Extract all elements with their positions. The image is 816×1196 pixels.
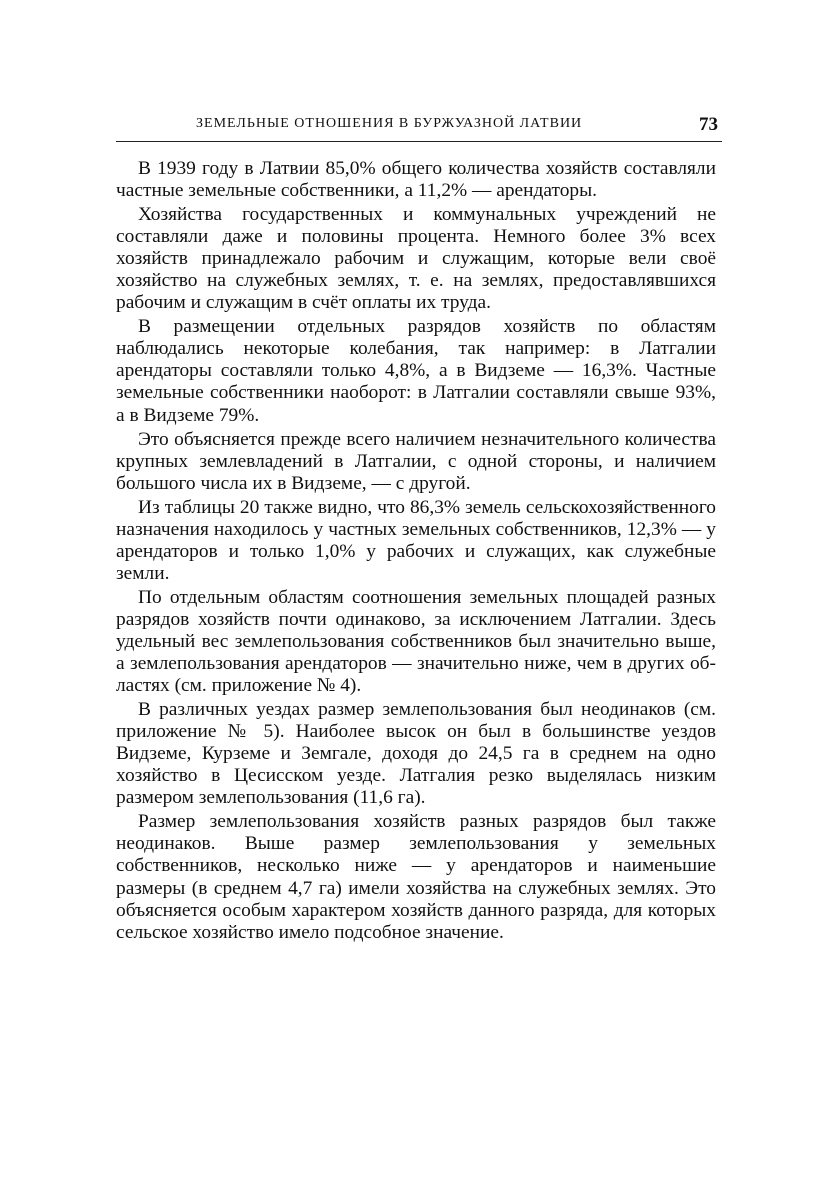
paragraph: В размещении отдельных разрядов хозяйств по областям наблюдались некоторые колебания, так например: в Латгалии арендаторы составляли только 4,8%, а в Видземе — 16,3%. Частные земельные собственники наоборот: в Латгалии составляли свыше 93%, а в Видземе 79%. xyxy=(116,316,716,426)
body-text xyxy=(116,158,716,946)
paragraph: Из таблицы 20 также видно, что 86,3% земель сельскохозяйственного назначения находилось у частных земельных собственников, 12,3% — у арендаторов и только 1,0% у рабочих и служащих, как служебные земли. xyxy=(116,496,716,584)
paragraph: Хозяйства государственных и коммунальных учреждений не составляли даже и половины процента. Немного более 3% всех хозяйств принадлежало рабочим и служащим, которые вели своё хозяйство на служебных землях, т. е. на землях, предоставлявшихся рабочим и служащим в счёт оплаты их труда. xyxy=(116,204,716,314)
running-title: ЗЕМЕЛЬНЫЕ ОТНОШЕНИЯ В БУРЖУАЗНОЙ ЛАТВИИ xyxy=(196,116,583,131)
paragraph: Это объясняется прежде всего наличием незначительного количества крупных землевладений в Латгалии, с одной стороны, и наличием большого числа их в Видземе, — с другой. xyxy=(116,428,716,494)
header-rule xyxy=(116,141,722,142)
paragraph: В различных уездах размер землепользования был неодинаков (см. приложение № 5). Наиболее высок он был в большинстве уездов Видземе, Курземе и Земгале, доходя до 24,5 га в среднем на одно хозяйство в Цесисском уезде. Латгалия резко выделялась низким размером землепользования (11,6 га). xyxy=(116,699,716,809)
page-number: 73 xyxy=(699,114,718,135)
paragraph: В 1939 году в Латвии 85,0% общего количества хозяйств составляли частные земельные собственники, а 11,2% — арендаторы. xyxy=(116,158,716,202)
running-header xyxy=(116,112,724,138)
paragraph: Размер землепользования хозяйств разных разрядов был также неодинаков. Выше размер землепользования у земельных собственников, несколько ниже — у арендаторов и наименьшие размеры (в среднем 4,7 га) имели хозяйства на служебных землях. Это объясняется особым характером хозяйств данного разряда, для которых сельское хозяйство имело подсобное значение. xyxy=(116,811,716,943)
paragraph: По отдельным областям соотношения земельных площадей разных разрядов хозяйств почти одинаково, за исключением Латгалии. Здесь удельный вес землепользования собственников был значительно выше, а землепользования арендаторов — значительно ниже, чем в других областях (см. приложение № 4). xyxy=(116,586,716,697)
